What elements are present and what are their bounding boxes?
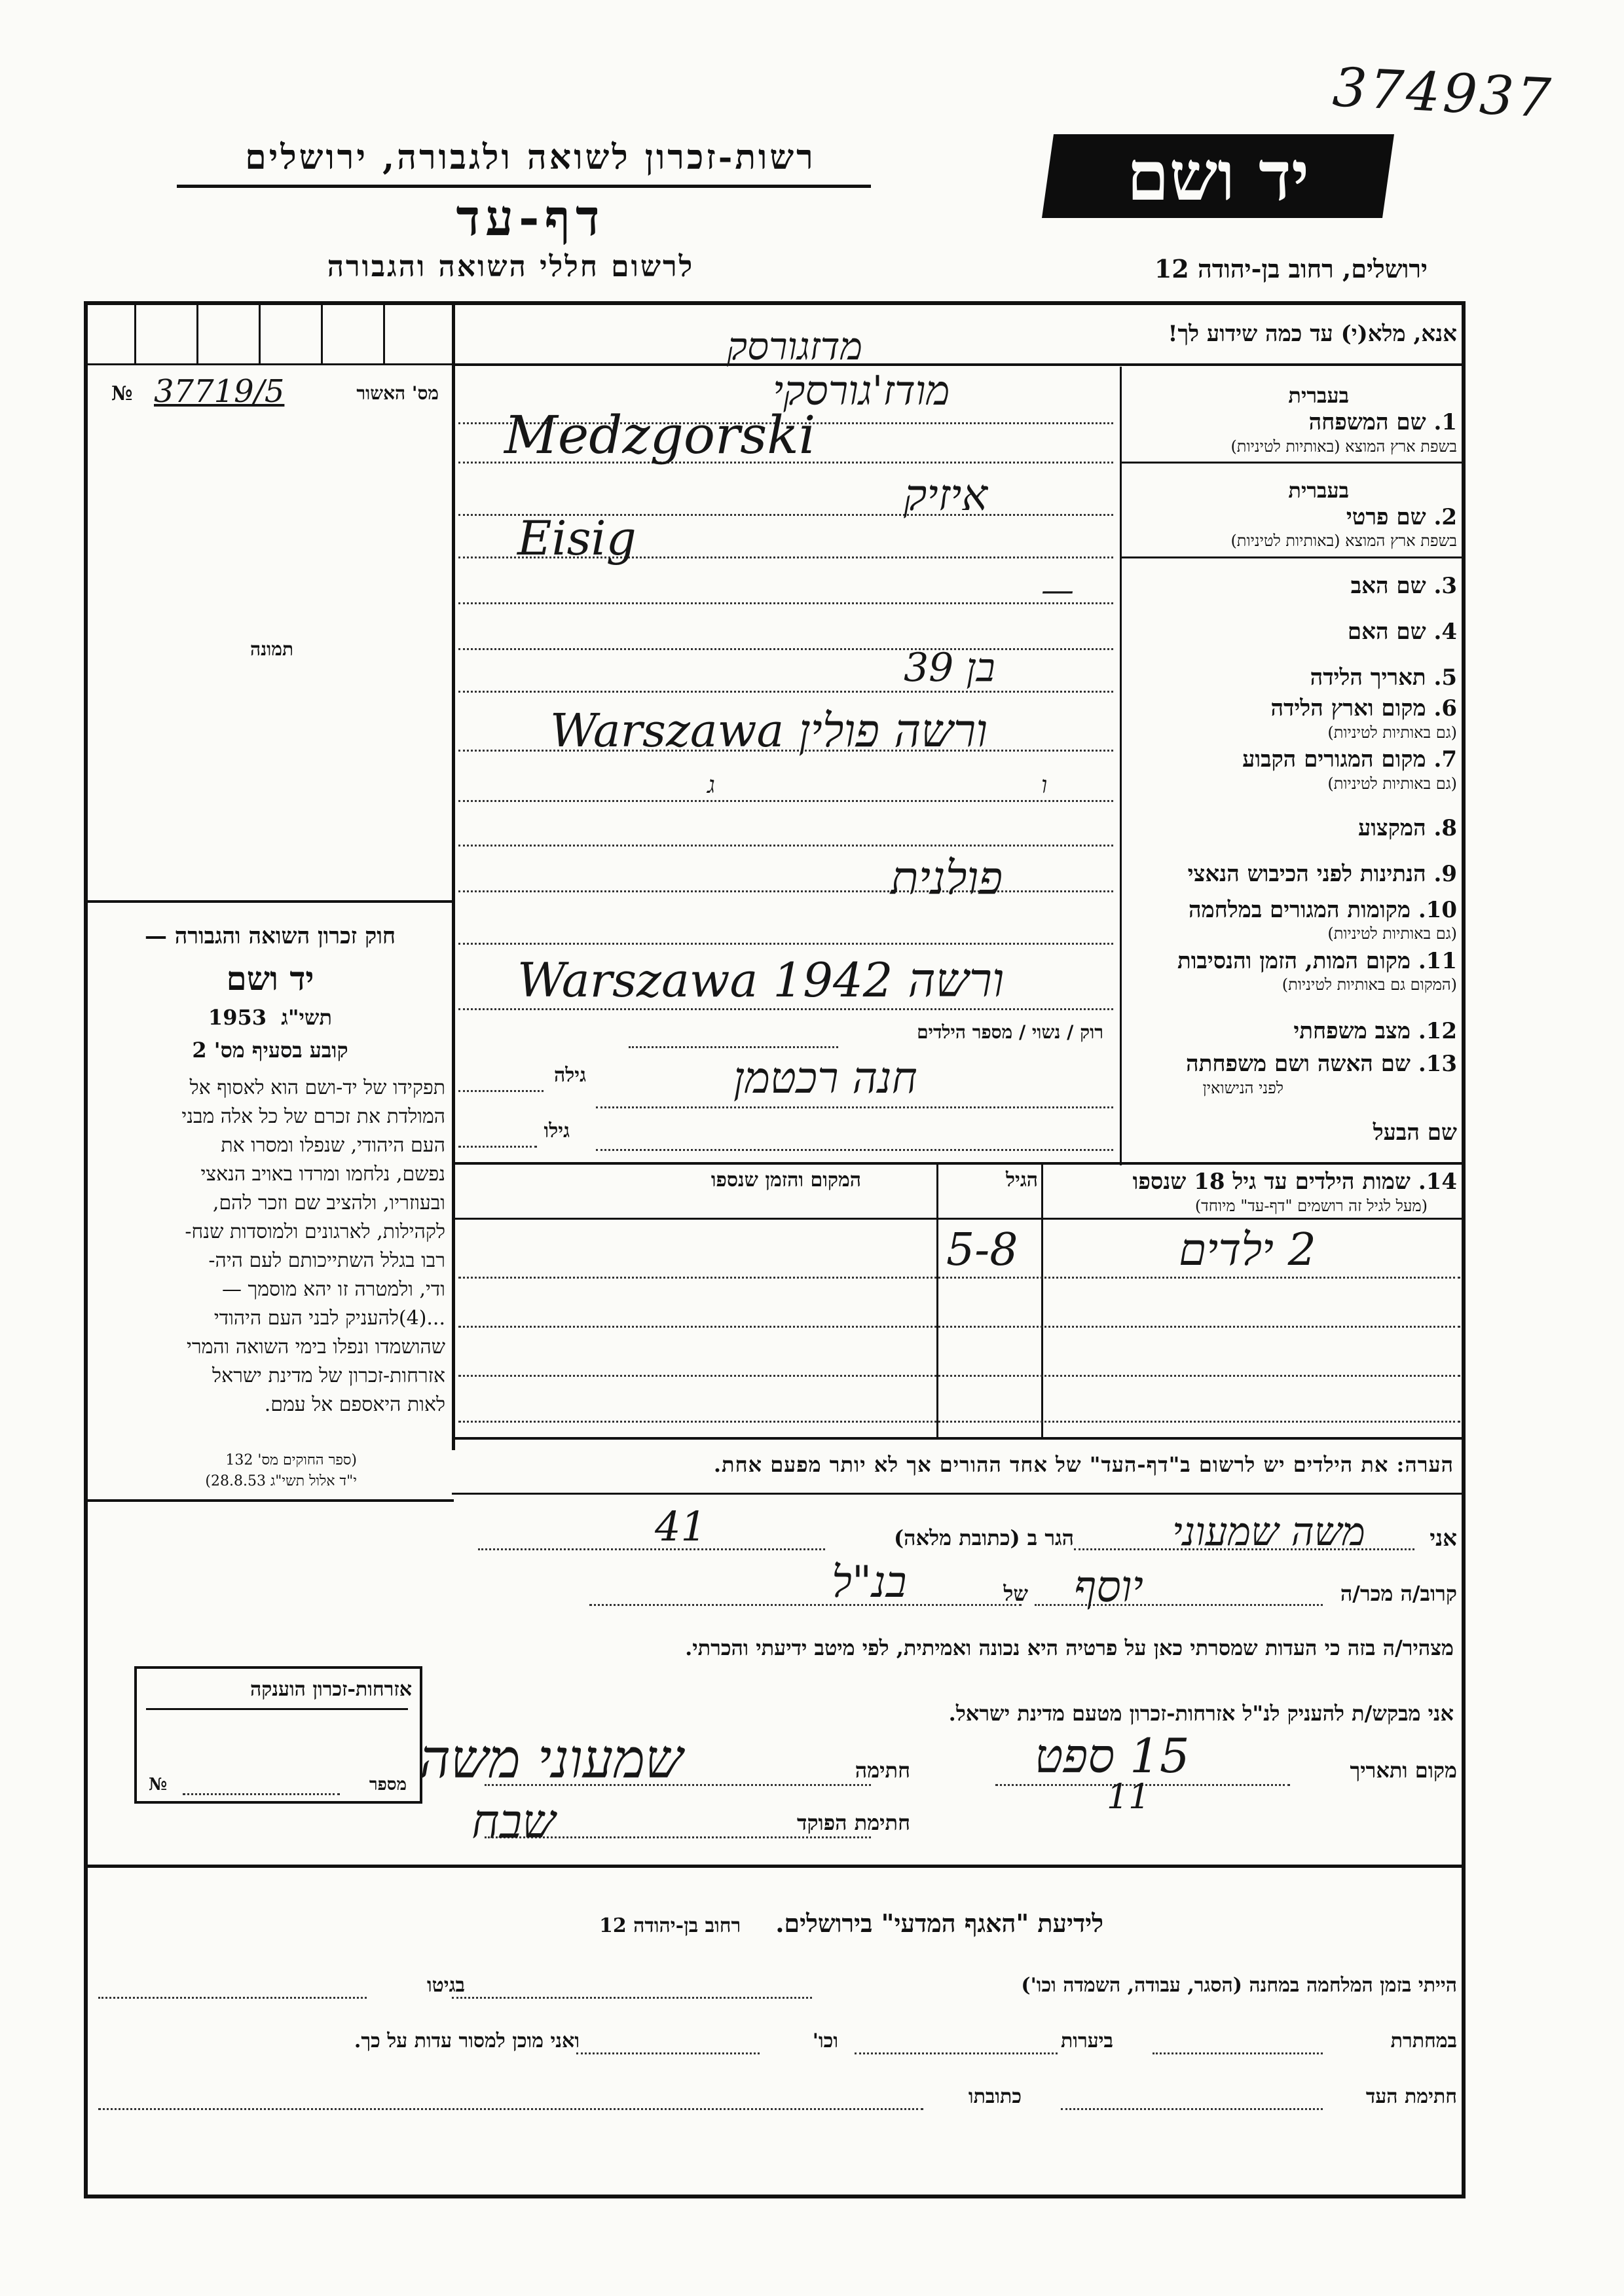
declaration-i: אני — [1430, 1525, 1457, 1552]
q6-sublabel: (גם באותיות לטיניות) — [1327, 723, 1457, 742]
husband-label: שם הבעל — [1373, 1120, 1457, 1146]
filled-relation-type: בנ"ל — [832, 1557, 907, 1607]
q2-label: 2. שם פרטי — [1346, 504, 1457, 530]
filled-nationality: פולנית — [891, 851, 1003, 905]
approval-prefix: № — [111, 382, 133, 405]
form-title: דף-עד — [456, 189, 605, 247]
q14-label: 14. שמות הילדים עד גיל 18 שנספו — [1132, 1169, 1457, 1195]
filled-surname-latin: Medzgorski — [504, 405, 816, 465]
notice-address: רחוב בן-יהודה 12 — [599, 1914, 741, 1937]
notice-title: לידיעת "האגף המדעי" בירושלים. — [775, 1908, 1104, 1938]
filled-first-hebrew: איזיק — [904, 470, 987, 520]
filled-residence-mark-2: ו — [1041, 772, 1048, 799]
law-year: תשי"ג 1953 — [208, 1005, 333, 1030]
yad-vashem-address: ירושלים, רחוב בן-יהודה 12 — [1154, 254, 1428, 283]
col-place-header: המקום והזמן שנספו — [710, 1169, 861, 1192]
q4-label: 4. שם האם — [1347, 619, 1457, 645]
notice-witness-address-label: כתובתו — [968, 2085, 1022, 2108]
filled-date: 15 ספט — [1035, 1728, 1190, 1783]
q12-label: 12. מצב משפחתי — [1293, 1018, 1457, 1044]
filled-surname-hebrew-top: מדזגורסק — [727, 324, 862, 369]
filled-first-latin: Eisig — [517, 511, 637, 566]
q7-label: 7. מקום המגורים הקבוע — [1242, 746, 1457, 773]
q2-hebrew-label: בעברית — [1288, 478, 1349, 503]
notice-forests-label: ביערות — [1060, 2030, 1113, 2052]
filled-children: 2 ילדים — [1179, 1224, 1316, 1276]
filled-witness-name: משה שמעוני — [1172, 1509, 1365, 1555]
law-section: קובע בסעיף מס' 2 — [192, 1038, 348, 1063]
approval-number — [111, 373, 439, 412]
filled-death-place: Warszawa ורשה 1942 — [517, 953, 1005, 1008]
yad-vashem-logo: יד ושם — [1042, 134, 1394, 218]
q11-sublabel: (המקום גם באותיות לטיניות) — [1282, 975, 1457, 994]
q10-sublabel: (גם באותיות לטיניות) — [1327, 924, 1457, 943]
citizenship-box-title: אזרחות-זכרון הוענקה — [249, 1678, 412, 1701]
q10-label: 10. מקומות המגורים במלחמה — [1188, 897, 1457, 923]
filled-children-age: 5-8 — [946, 1224, 1018, 1276]
declaration-address-label: הגר ב (כתובת מלאה) — [894, 1525, 1074, 1550]
header-rule — [177, 185, 871, 188]
filled-birth-date: בן 39 — [904, 645, 995, 691]
form-intro: אנא, מלא(י) עד כמה שידוע לך! — [1168, 321, 1457, 347]
declaration-request: אני מבקש/ת להעניק לנ"ל אזרחות-זכרון מטעם מדינת ישראל. — [948, 1701, 1454, 1726]
law-text: תפקידו של יד-ושם הוא לאסוף אל המולדת את זכרם של כל אלה מבני העם היהודי, שנפלו ומסרו את נפשם, נלחמו ומרדו באויב הנאצי ובעוזריו, ולהציב שם וזכר להם, לקהילות, לארגונים ולמוסדות שנח- רבו בגלל השתייכותם לעם היה- ודי, ולמטרה זו יהא מוסמך — ...(4)להעניק לבני העם היהודי שהושמדו ונפלו בימי השואה והמרי אזרחות-זכרון של מדינת ישראל לאות היאספם אל עמם. — [181, 1076, 445, 1416]
law-reference: (ספר החוקים מס' 132 י"ד אלול תשי"ג 28.8.53) — [205, 1452, 357, 1489]
q13-label: 13. שם האשה ושם משפחתה — [1186, 1051, 1457, 1077]
citizenship-box-prefix: № — [149, 1775, 168, 1795]
q14-sublabel: (מעל לגיל זה רושמים "דף-עד" מיוחד) — [1194, 1197, 1428, 1215]
form-subtitle: לרשום חללי השואה והגבורה — [327, 250, 695, 283]
notice-heading — [458, 1908, 1244, 1939]
children-note: הערה: את הילדים יש לרשום ב"דף-העד" של אחד ההורים אך לא יותר מפעם אחת. — [713, 1452, 1454, 1477]
notice-witness-signature-label: חתימת העד — [1365, 2085, 1457, 2108]
law-box — [84, 900, 454, 903]
signature-label: חתימה — [855, 1758, 910, 1783]
notice-testimony-label: ואני מוכן למסור עדות על כך. — [354, 2030, 580, 2052]
wife-age-label: גילה — [553, 1064, 586, 1087]
law-title: חוק זכרון השואה והגבורה — — [144, 923, 396, 949]
approval-label: מס' האשור — [356, 382, 439, 404]
filled-relation-name: יוסף — [1074, 1561, 1143, 1612]
col-age-header: הגיל — [1005, 1169, 1038, 1192]
citizenship-box-number: מספר — [369, 1775, 407, 1795]
q7-sublabel: (גם באותיות לטיניות) — [1327, 774, 1457, 793]
declaration-relation-label: קרוב/ה מכר/ה — [1340, 1581, 1457, 1606]
officer-signature-label: חתימת הפוקד — [797, 1810, 910, 1835]
citizenship-box — [134, 1666, 422, 1804]
q1-origin-label: בשפת ארץ המוצא (באותיות לטיניות) — [1230, 437, 1457, 456]
photo-label: תמונה — [249, 638, 294, 660]
declaration-of-label: של — [1003, 1581, 1028, 1606]
law-name: יד ושם — [226, 959, 314, 998]
q2-origin-label: בשפת ארץ המוצא (באותיות לטיניות) — [1230, 532, 1457, 550]
q3-label: 3. שם האב — [1350, 573, 1457, 599]
archive-number: 374937 — [1331, 56, 1555, 130]
filled-birth-place: Warszawa ורשה פולין — [550, 704, 988, 757]
notice-etc-label: וכו' — [812, 2030, 838, 2052]
q5-label: 5. תאריך הלידה — [1310, 665, 1457, 691]
q11-label: 11. מקום המות, הזמן והנסיבות — [1177, 948, 1457, 974]
q6-label: 6. מקום וארץ הלידה — [1270, 695, 1457, 721]
left-column-divider — [452, 301, 455, 1450]
q13-sublabel: לפני הנישואין — [1202, 1079, 1283, 1097]
filled-signature: שמעוני משה — [419, 1728, 683, 1791]
authority-name: רשות-זכרון לשואה ולגבורה, ירושלים — [245, 137, 816, 177]
q1-label: 1. שם המשפחה — [1308, 409, 1457, 435]
q1-hebrew-label: בעברית — [1288, 383, 1349, 408]
notice-camp-label: הייתי בזמן המלחמה במחנה (הסגר, עבודה, השמדה וכו') — [1021, 1974, 1457, 1997]
label-column-divider — [1120, 367, 1122, 1165]
declaration-statement: מצהיר/ה בזה כי העדות שמסרתי כאן על פרטיה היא נכונה ואמיתית, לפי מיטב ידיעתי והכרתי. — [685, 1635, 1454, 1660]
place-date-label: מקום ותאריך — [1350, 1758, 1457, 1783]
filled-witness-address: 41 — [655, 1503, 707, 1550]
notice-underground-label: במחתרת — [1390, 2030, 1457, 2052]
filled-father: — — [1041, 571, 1074, 609]
filled-residence-mark: ג — [707, 772, 715, 799]
notice-ghetto-label: בגיטו — [426, 1974, 465, 1997]
filled-surname-hebrew: מודז'גורסקי — [773, 367, 950, 414]
filled-date-2: 11 — [1107, 1777, 1151, 1817]
q8-label: 8. המקצוע — [1357, 815, 1457, 841]
approval-value: 37719/5 — [154, 373, 285, 410]
filled-wife: חנה רכטמן — [733, 1053, 917, 1103]
husband-age-label: גילו — [544, 1120, 570, 1142]
q12-options: רוק / נשוי / מספר הילדים — [917, 1021, 1103, 1043]
filled-officer-signature: שבח — [471, 1794, 556, 1849]
q9-label: 9. הנתינות לפני הכיבוש הנאצי — [1187, 861, 1457, 887]
